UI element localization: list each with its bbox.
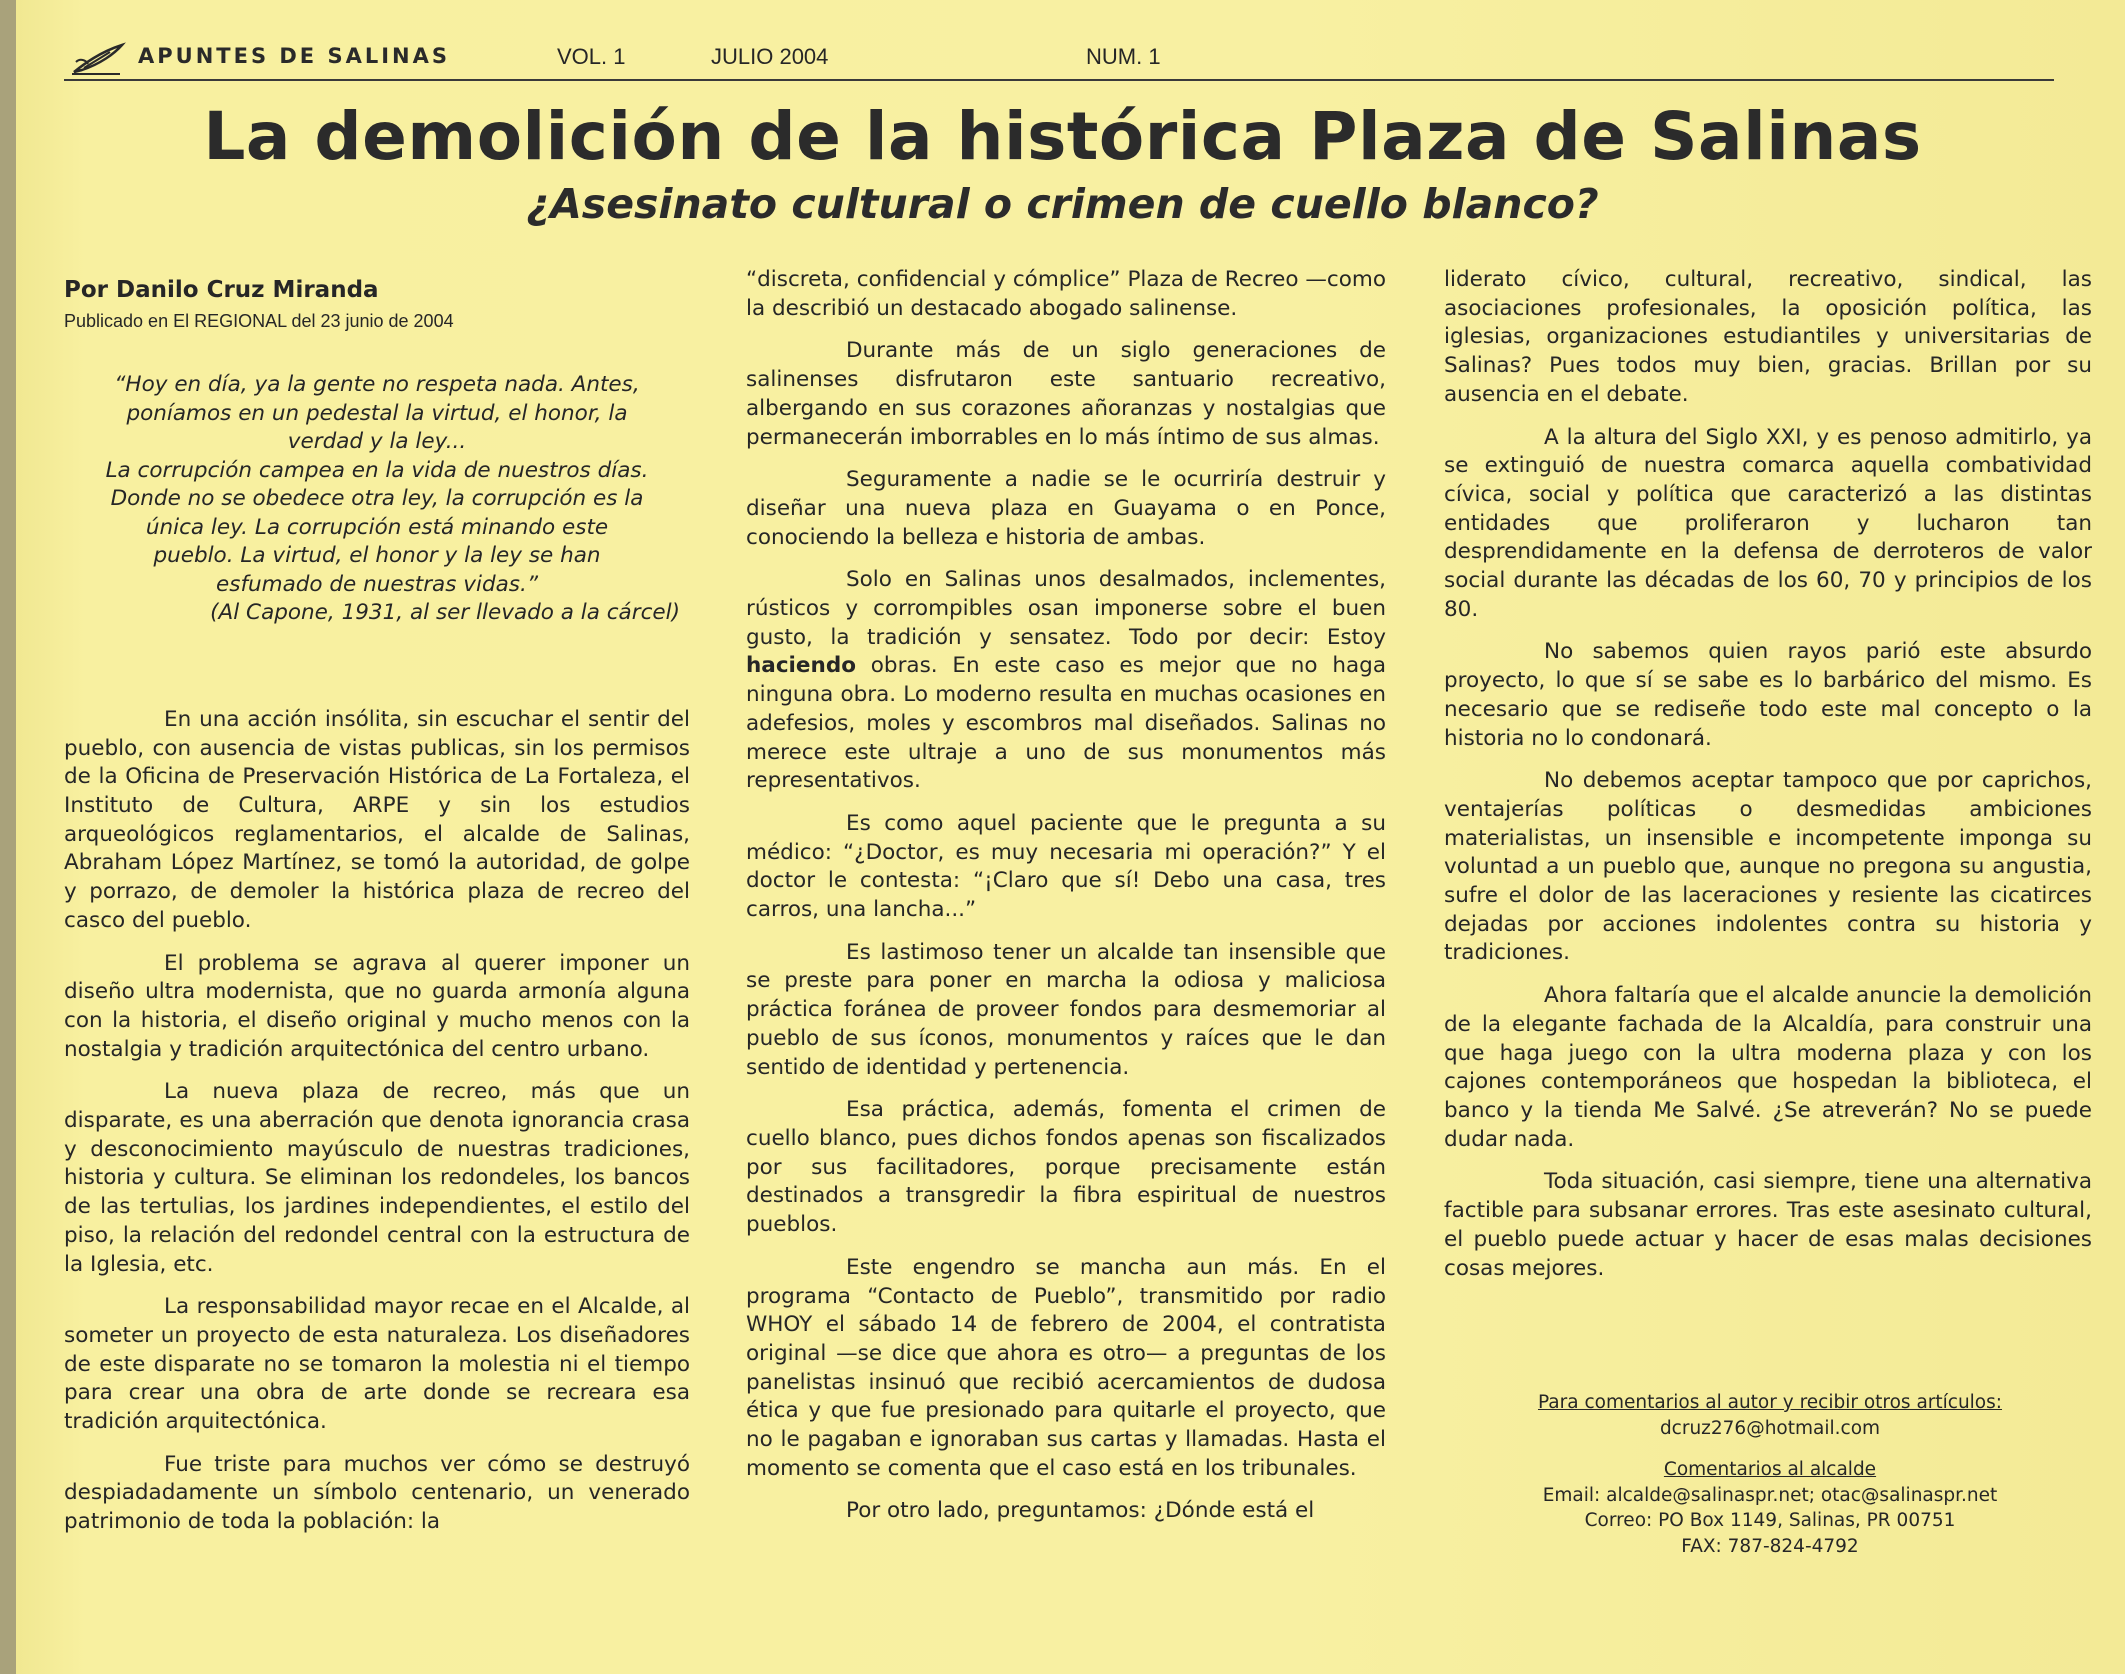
paragraph: A la altura del Siglo XXI, y es penoso admitirlo, ya se extinguió de nuestra comarca aquella combatividad cívica, social y política que caracterizó a las distintas entidades que proliferaron y lucharon tan desprendidamente en la defensa de derroteros de valor social durante las décadas de los 60, 70 y principios de los 80. bbox=[1444, 424, 2092, 622]
epigraph-line: poníamos en un pedestal la virtud, el honor, la bbox=[126, 400, 628, 426]
column-3 bbox=[1444, 266, 2092, 1297]
scan-edge bbox=[0, 0, 16, 1674]
paragraph: No debemos aceptar tampoco que por caprichos, ventajerías políticas o desmedidas ambiciones materialistas, un insensible e incompetente imponga su voluntad a un pueblo que, aunque no pregona su angustia, sufre el dolor de las laceraciones y resiente las cicatirces dejadas por acciones indolentes contra su historia y tradiciones. bbox=[1444, 768, 2092, 966]
headline: La demolición de la histórica Plaza de Salinas bbox=[203, 98, 1922, 175]
paragraph: En una acción insólita, sin escuchar el sentir del pueblo, con ausencia de vistas publicas, sin los permisos de la Oficina de Preservación Histórica de La Fortaleza, el Instituto de Cultura, ARPE y sin los estudios arqueológicos reglamentarios, el alcalde de Salinas, Abraham López Martínez, se tomó la autoridad, de golpe y porrazo, de demoler la histórica plaza de recreo del casco del pueblo. bbox=[64, 706, 690, 933]
text-run: obras. En este caso es mejor que no haga ninguna obra. Lo moderno resulta en muchas ocasiones en adefesios, moles y escombros mal diseñados. Salinas no merece este ultraje a uno de sus monumentos más representativos. bbox=[746, 653, 1386, 794]
paragraph-continued: liderato cívico, cultural, recreativo, sindical, las asociaciones profesionales, la oposición política, las iglesias, organizaciones estudiantiles y universitarias de Salinas? Pues todos muy bien, gracias. Brillan por su ausencia en el debate. bbox=[1444, 267, 2092, 407]
mayor-mail-address: Correo: PO Box 1149, Salinas, PR 00751 bbox=[1584, 1510, 1956, 1531]
mayor-email: Email: alcalde@salinaspr.net; otac@salinaspr.net bbox=[1542, 1484, 1998, 1506]
paragraph: Ahora faltaría que el alcalde anuncie la demolición de la elegante fachada de la Alcaldía, para construir una que haga juego con la ultra moderna plaza y con los cajones contemporáneos que hospedan la biblioteca, el banco y la tienda Me Salvé. ¿Se atreverán? No se puede dudar nada. bbox=[1444, 983, 2092, 1152]
paragraph bbox=[746, 566, 1386, 796]
mayor-fax: FAX: 787-824-4792 bbox=[1681, 1535, 1859, 1557]
paragraph: Este engendro se mancha aun más. En el programa “Contacto de Pueblo”, transmitido por radio WHOY el sábado 14 de febrero de 2004, el contratista original —se dice que ahora es otro— a preguntas de los panelistas insinuó que recibió acercamientos de dudosa ética y que fue presionado para quitarle el proyecto, que no le pagaban e ignoraban sus cartas y llamadas. Hasta el momento se comenta que el caso está en los tribunales. bbox=[746, 1254, 1386, 1481]
paragraph: El problema se agrava al querer imponer un diseño ultra modernista, que no guarda armonía alguna con la historia, el diseño original y mucho menos con la nostalgia y tradición arquitectónica del centro urbano. bbox=[64, 950, 690, 1062]
paragraph: Por otro lado, preguntamos: ¿Dónde está el bbox=[846, 1498, 1315, 1524]
publication-name: APUNTES DE SALINAS bbox=[138, 44, 450, 68]
paragraph: Es lastimoso tener un alcalde tan insensible que se preste para poner en marcha la odiosa y maliciosa práctica foránea de proveer fondos para desmemoriar al pueblo de sus íconos, monumentos y raíces que le dan sentido de identidad y pertenencia. bbox=[746, 939, 1386, 1080]
spacer bbox=[1480, 1441, 2060, 1457]
column-1-body bbox=[64, 706, 690, 1537]
text-run: Solo en Salinas unos desalmados, inclementes, rústicos y corrompibles osan imponerse sobre el buen gusto, la tradición y sensatez. Todo por decir: Estoy bbox=[746, 567, 1386, 650]
paragraph: La nueva plaza de recreo, más que un disparate, es una aberración que denota ignorancia crasa y desconocimiento mayúsculo de nuestras tradiciones, historia y cultura. Se eliminan los redondeles, los bancos de las tertulias, los jardines independientes, el estilo del piso, la relación del redondel central con la estructura de la Iglesia, etc. bbox=[64, 1079, 690, 1277]
issue-number: NUM. 1 bbox=[1086, 44, 1161, 69]
epigraph-line: Donde no se obedece otra ley, la corrupción es la bbox=[110, 486, 644, 512]
byline: Por Danilo Cruz Miranda bbox=[64, 277, 379, 303]
paragraph: La responsabilidad mayor recae en el Alcalde, al someter un proyecto de esta naturaleza. Los diseñadores de este disparate no se tomaron la molestia ni el tiempo para crear una obra de arte donde se recreara esa tradición arquitectónica. bbox=[64, 1294, 690, 1435]
paragraph: Esa práctica, además, fomenta el crimen de cuello blanco, pues dichos fondos apenas son fiscalizados por sus facilitadores, porque precisamente están destinados a transgredir la fibra espiritual de nuestros pueblos. bbox=[746, 1097, 1386, 1238]
paragraph: Toda situación, casi siempre, tiene una alternativa factible para subsanar errores. Tras este asesinato cultural, el pueblo puede actuar y hacer de esas malas decisiones cosas mejores. bbox=[1444, 1169, 2092, 1281]
contact-box bbox=[1480, 1390, 2060, 1559]
paragraph: Fue triste para muchos ver cómo se destruyó despiadadamente un símbolo centenario, un venerado patrimonio de toda la población: la bbox=[64, 1451, 690, 1535]
epigraph-line: “Hoy en día, ya la gente no respeta nada. Antes, bbox=[114, 372, 640, 398]
epigraph-line: pueblo. La virtud, el honor y la ley se han bbox=[153, 543, 601, 569]
subheadline: ¿Asesinato cultural o crimen de cuello blanco? bbox=[526, 180, 1599, 228]
paragraph: No sabemos quien rayos parió este absurdo proyecto, lo que sí se sabe es lo barbárico del mismo. Es necesario que se rediseñe todo este mal concepto o la historia no lo condonará. bbox=[1444, 639, 2092, 751]
volume-label: VOL. 1 bbox=[557, 44, 626, 69]
issue-date: JULIO 2004 bbox=[711, 44, 829, 69]
epigraph-line: verdad y la ley... bbox=[287, 429, 467, 455]
mayor-contact-heading: Comentarios al alcalde bbox=[1663, 1459, 1877, 1480]
paragraph-continued: “discreta, confidencial y cómplice” Plaza de Recreo —como la describió un destacado abogado salinense. bbox=[746, 267, 1386, 321]
epigraph bbox=[64, 371, 690, 628]
epigraph-line: La corrupción campea en la vida de nuestros días. bbox=[105, 457, 649, 483]
epigraph-line: esfumado de nuestras vidas.” bbox=[216, 571, 538, 597]
column-2 bbox=[746, 266, 1386, 1540]
masthead-rule bbox=[64, 79, 2054, 81]
bold-word: haciendo bbox=[746, 653, 856, 679]
epigraph-source: (Al Capone, 1931, al ser llevado a la cárcel) bbox=[210, 600, 680, 626]
paragraph: Seguramente a nadie se le ocurriría destruir y diseñar una nueva plaza en Guayama o en Ponce, conociendo la belleza e historia de ambas. bbox=[746, 467, 1386, 550]
masthead bbox=[64, 38, 2054, 76]
paragraph: Es como aquel paciente que le pregunta a su médico: “¿Doctor, es muy necesaria mi operación?” Y el doctor le contesta: “¡Claro que sí! Debo una casa, tres carros, una lancha...” bbox=[746, 810, 1386, 923]
author-email: dcruz276@hotmail.com bbox=[1659, 1417, 1881, 1439]
paragraph: Durante más de un siglo generaciones de salinenses disfrutaron este santuario recreativo, albergando en sus corazones añoranzas y nostalgias que permanecerán imborrables en lo más íntimo de sus almas. bbox=[746, 338, 1386, 450]
quill-pen-icon bbox=[70, 42, 126, 76]
column-1 bbox=[64, 266, 690, 1551]
publication-info: Publicado en El REGIONAL del 23 junio de 2004 bbox=[64, 310, 454, 331]
epigraph-line: única ley. La corrupción está minando este bbox=[145, 514, 609, 540]
author-contact-heading: Para comentarios al autor y recibir otros artículos: bbox=[1537, 1392, 2003, 1413]
